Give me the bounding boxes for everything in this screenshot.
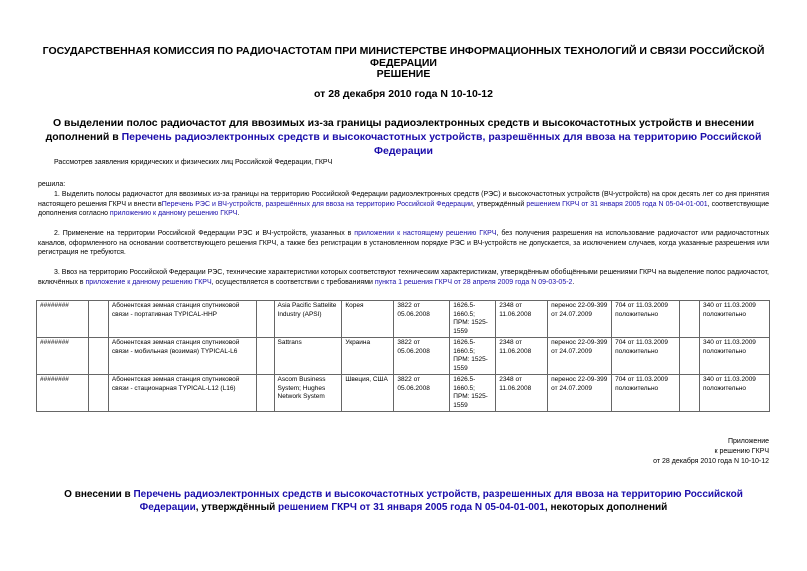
item-1 — [38, 190, 769, 219]
table-cell — [88, 375, 108, 412]
table-cell — [256, 375, 274, 412]
table-cell: Швеция, США — [342, 375, 394, 412]
equipment-table — [36, 300, 770, 412]
table-cell — [88, 338, 108, 375]
appendix-title-text-1: О внесении в — [64, 489, 134, 500]
table-cell: перенос 22-09-399 от 24.07.2009 — [548, 375, 612, 412]
agency-title: ГОСУДАРСТВЕННАЯ КОМИССИЯ ПО РАДИОЧАСТОТАМ ПРИ МИНИСТЕРСТВЕ ИНФОРМАЦИОННЫХ ТЕХНОЛОГИЙ И СВЯЗИ РОССИЙСКОЙ ФЕДЕРАЦИИ — [42, 45, 765, 69]
appendix-caption — [653, 437, 769, 467]
item1-link-decision[interactable]: решением ГКРЧ от 31 января 2005 года N 05-04-01-001 — [526, 200, 708, 208]
table-cell — [680, 301, 700, 338]
item2-text-b: , без получения разрешения на использование радиочастот или радиочастотных каналов, оформленного на основании соответствующего решения ГКРЧ, а также без регистрации в установленном порядке РЭС и ВЧ-устройств не допускается, за исключением случаев, когда указанные разрешения или регистрация не требуются. — [38, 230, 770, 256]
table-cell: 2348 от 11.06.2008 — [496, 338, 548, 375]
table-cell: Корея — [342, 301, 394, 338]
table-cell: 340 от 11.03.2009 положительно — [699, 301, 769, 338]
table-row — [37, 338, 770, 375]
subject-link-list[interactable]: Перечень радиоэлектронных средств и высокочастотных устройств, разрешённых для ввоза на территорию Российской Федерации — [121, 131, 762, 157]
item3-link-appendix[interactable]: приложение к данному решению ГКРЧ — [85, 278, 212, 286]
table-cell: 1626.5-1660.5; ПРМ: 1525-1559 — [450, 375, 496, 412]
item1-text-b: , утверждённый — [472, 200, 527, 208]
table-cell: ######## — [37, 338, 89, 375]
item1-link-list[interactable]: Перечень РЭС и ВЧ-устройств, разрешённых для ввоза на территорию Российской Федерации — [161, 200, 473, 208]
table-cell: 1626.5-1660.5; ПРМ: 1525-1559 — [450, 338, 496, 375]
table-cell: 3822 от 05.06.2008 — [394, 338, 450, 375]
table-cell: Украина — [342, 338, 394, 375]
table-cell — [256, 301, 274, 338]
table-cell: Ascom Business System; Hughes Network System — [274, 375, 342, 412]
table-cell: 3822 от 05.06.2008 — [394, 375, 450, 412]
table-cell: 704 от 11.03.2009 положительно — [612, 375, 680, 412]
item3-text-b: , осуществляется в соответствии с требованиями — [211, 278, 375, 286]
item1-text-a: 1. Выделить полосы радиочастот для ввозимых из-за границы на территорию Российской Федерации радиоэлектронных средств (РЭС) и высокочастотных устройств (ВЧ-устройств) на срок десять лет со дня принятия настоящего решения ГКРЧ и внести в — [38, 191, 769, 208]
table-cell — [256, 338, 274, 375]
decision-subject — [40, 116, 767, 158]
table-cell: Sattrans — [274, 338, 342, 375]
appendix-line-2: к решению ГКРЧ — [714, 448, 769, 455]
table-cell: Абонентская земная станция спутниковой связи - стационарная TYPICAL-L12 (L16) — [108, 375, 256, 412]
table-cell: Абонентская земная станция спутниковой связи - мобильная (возимая) TYPICAL-L6 — [108, 338, 256, 375]
table-cell: перенос 22-09-399 от 24.07.2009 — [548, 301, 612, 338]
table-cell: ######## — [37, 375, 89, 412]
appendix-title-link-decision[interactable]: решением ГКРЧ от 31 января 2005 года N 05-04-01-001 — [278, 502, 545, 513]
resolved-text: решила: — [38, 181, 66, 188]
table-cell: 704 от 11.03.2009 положительно — [612, 301, 680, 338]
item1-text-d: . — [237, 210, 240, 217]
item1-text-c: , соответствующие дополнения согласно — [38, 200, 769, 217]
table-cell: 340 от 11.03.2009 положительно — [699, 375, 769, 412]
item3-text-a: 3. Ввоз на территорию Российской Федерации РЭС, технические характеристики которых соответствуют техническим характеристикам, утверждённым обобщёнными решениями ГКРЧ на выделение полос радиочастот, включённых в — [38, 269, 769, 286]
item-3 — [38, 268, 769, 287]
table-cell — [680, 375, 700, 412]
table-cell: 2348 от 11.06.2008 — [496, 301, 548, 338]
table-cell: 2348 от 11.06.2008 — [496, 375, 548, 412]
table-cell: Абонентская земная станция спутниковой связи - портативная TYPICAL-HHP — [108, 301, 256, 338]
appendix-line-3: от 28 декабря 2010 года N 10-10-12 — [653, 458, 769, 465]
table-cell: 3822 от 05.06.2008 — [394, 301, 450, 338]
table-row — [37, 301, 770, 338]
table-cell: перенос 22-09-399 от 24.07.2009 — [548, 338, 612, 375]
table-cell: Asia Pacific Sattelite Industry (APSI) — [274, 301, 342, 338]
item3-link-decision[interactable]: пункта 1 решения ГКРЧ от 28 апреля 2009 года N 09-03-05-2 — [374, 278, 573, 286]
table-cell — [680, 338, 700, 375]
table-cell: 1626.5-1660.5; ПРМ: 1525-1559 — [450, 301, 496, 338]
appendix-title-link-list[interactable]: Перечень радиоэлектронных средств и высокочастотных устройств, разрешенных для ввоза на территорию Российской Федерации — [133, 489, 743, 513]
table-row — [37, 375, 770, 412]
item2-link-appendix[interactable]: приложении к настоящему решению ГКРЧ — [354, 230, 497, 237]
table-cell: 704 от 11.03.2009 положительно — [612, 338, 680, 375]
item1-link-appendix[interactable]: приложению к данному решению ГКРЧ — [109, 210, 238, 217]
table-cell: ######## — [37, 301, 89, 338]
item-2 — [38, 229, 769, 258]
appendix-title-text-3: , некоторых дополнений — [544, 502, 668, 513]
subject-text: О выделении полос радиочастот для ввозимых из-за границы радиоэлектронных средств и высокочастотных устройств и внесении дополнений в — [45, 117, 755, 143]
appendix-line-1: Приложение — [727, 438, 769, 445]
item2-text-a: 2. Применение на территории Российской Федерации РЭС и ВЧ-устройств, указанных в — [54, 230, 355, 237]
consider-text: Рассмотрев заявления юридических и физических лиц Российской Федерации, ГКРЧ — [54, 159, 333, 166]
decision-title: РЕШЕНИЕ — [376, 68, 431, 80]
table-cell: 340 от 11.03.2009 положительно — [699, 338, 769, 375]
decision-date: от 28 декабря 2010 года N 10-10-12 — [314, 88, 493, 100]
appendix-title-text-2: , утверждённый — [195, 502, 279, 513]
appendix-title — [40, 488, 767, 514]
item3-text-c: . — [572, 278, 575, 286]
table-cell — [88, 301, 108, 338]
